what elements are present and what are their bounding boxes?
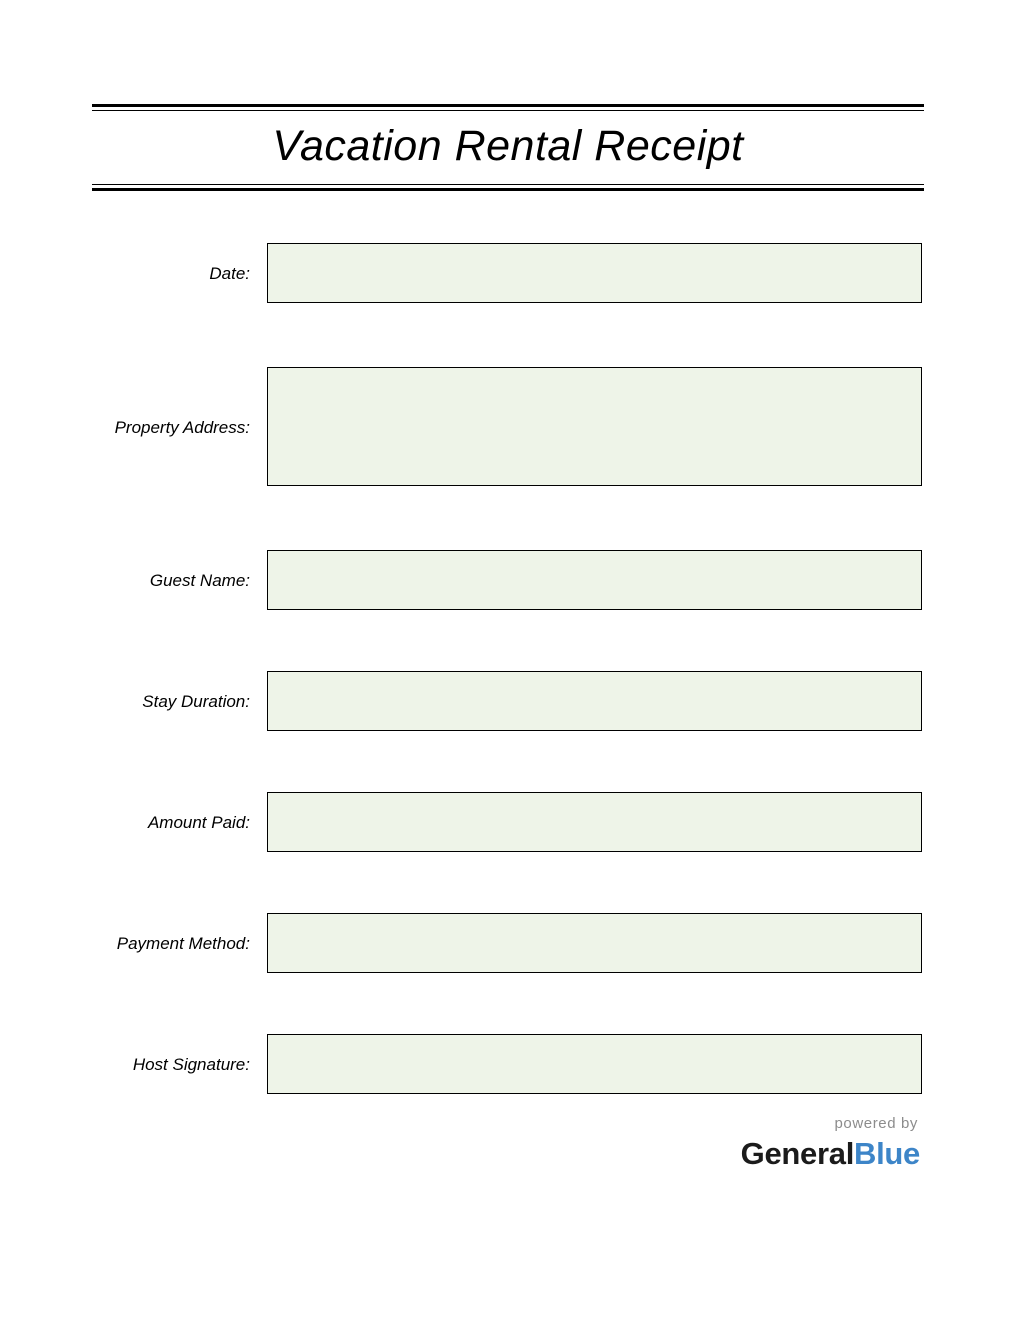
field-input[interactable] [267,550,922,610]
field-label: Host Signature: [132,1055,250,1074]
field-label: Guest Name: [149,571,250,590]
powered-by-label: powered by [834,1115,918,1132]
field-label: Amount Paid: [147,813,250,832]
field-input[interactable] [267,367,922,486]
field-label: Property Address: [114,418,250,437]
field-label: Stay Duration: [142,692,250,711]
field-label: Payment Method: [116,934,250,953]
page-title: Vacation Rental Receipt [272,122,744,170]
field-input[interactable] [267,671,922,731]
field-input[interactable] [267,243,922,303]
title-bottom-rule-thick [92,188,924,191]
title-top-rule-thick [92,104,924,107]
field-label: Date: [209,264,250,283]
field-input[interactable] [267,1034,922,1094]
field-input[interactable] [267,913,922,973]
title-bottom-rule-thin [92,184,924,185]
brand-name-general: General [740,1136,855,1171]
title-block [92,104,924,191]
brand-name [741,1136,920,1172]
field-input[interactable] [267,792,922,852]
brand-name-blue: Blue [854,1136,920,1171]
